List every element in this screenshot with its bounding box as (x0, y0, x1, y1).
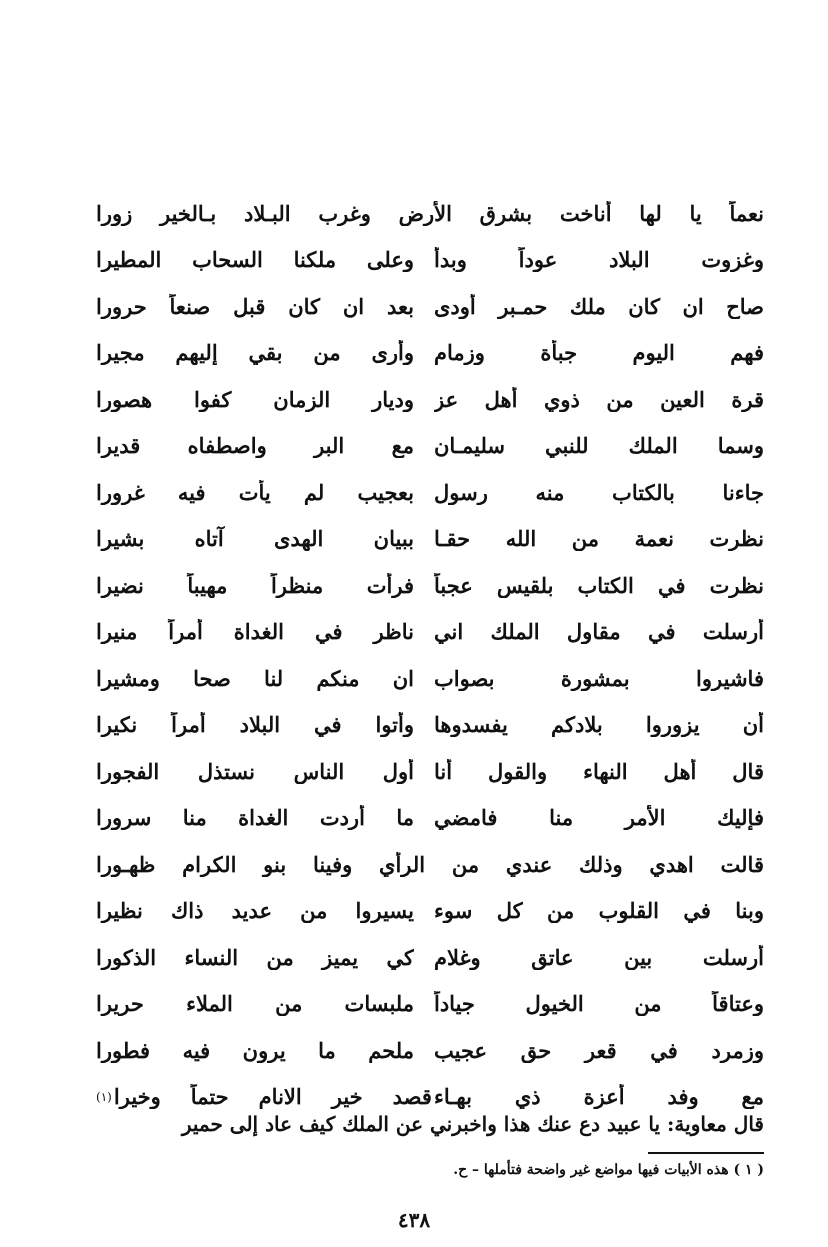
verse-second-hemistich: ما أردت الغداة منا سرورا (96, 805, 414, 831)
verse-line (96, 237, 764, 284)
verse-first-hemistich: نعماً يا لها أناخت بشرق الأرض وغرب البـلاد بـالخير زورا (96, 200, 764, 226)
verse-second-hemistich: ملحم ما يرون فيه فطورا (96, 1037, 414, 1063)
verse-first-hemistich: وزمرد في قعر حق عجيب (434, 1037, 764, 1063)
verse-second-hemistich: وعلى ملكنا السحاب المطيرا (96, 247, 414, 273)
verse-line (96, 190, 764, 237)
verse-line (96, 655, 764, 702)
verse-line (96, 469, 764, 516)
verse-first-hemistich: صاح ان كان ملك حمـبر أودى (434, 293, 764, 319)
verse-line (96, 283, 764, 330)
verse-line (96, 609, 764, 656)
verse-first-hemistich: فهم اليوم جبأة وزمام (434, 340, 764, 366)
verse-line (96, 330, 764, 377)
verse-first-hemistich: نظرت نعمة من الله حقـا (434, 526, 764, 552)
verse-second-hemistich: أول الناس نستذل الفجورا (96, 758, 414, 784)
verse-second-hemistich: ملبسات من الملاء حريرا (96, 991, 414, 1017)
verse-line (96, 748, 764, 795)
verse-first-hemistich: قالت اهدي وذلك عندي من الرأي وفينا بنو الكرام ظهـورا (96, 851, 764, 877)
verse-first-hemistich: وبنا في القلوب من كل سوء (434, 898, 764, 924)
verse-second-hemistich: بعجيب لم يأت فيه غرورا (96, 479, 414, 505)
verse-line (96, 376, 764, 423)
verse-second-hemistich: يسيروا من عديد ذاك نظيرا (96, 898, 414, 924)
verse-first-hemistich: مع وفد أعزة ذي بهـاء (434, 1084, 764, 1110)
prose-line: قال معاوية: يا عبيد دع عنك هذا واخبرني عن الملك كيف عاد إلى حمير (181, 1112, 764, 1136)
verse-first-hemistich: قرة العين من ذوي أهل عز (434, 386, 764, 412)
verse-first-hemistich: جاءنا بالكتاب منه رسول (434, 479, 764, 505)
verse-line (96, 516, 764, 563)
footnote-marker: (١) (96, 1089, 112, 1104)
verse-second-hemistich: مع البر واصطفاه قديرا (96, 433, 414, 459)
verse-second-hemistich: وديار الزمان كفوا هصورا (96, 386, 414, 412)
verse-second-hemistich: بعد ان كان قبل صنعاً حرورا (96, 293, 414, 319)
verse-first-hemistich: فإليك الأمر منا فامضي (434, 805, 764, 831)
verse-second-hemistich: ناظر في الغداة أمراً منيرا (96, 619, 414, 645)
footnote: ( ١ ) هذه الأبيات فيها مواضع غير واضحة فتأملها – ح. (453, 1162, 764, 1178)
verse-second-hemistich: كي يميز من النساء الذكورا (96, 944, 414, 970)
verse-line (96, 562, 764, 609)
verse-second-hemistich: وأتوا في البلاد أمراً نكيرا (96, 712, 414, 738)
footnote-rule (648, 1152, 764, 1154)
verse-first-hemistich: وغزوت البلاد عوداً وبدأً (434, 247, 764, 273)
verse-first-hemistich: قال أهل النهاء والقول أنا (434, 758, 764, 784)
poem (96, 190, 764, 1120)
verse-first-hemistich: وعتاقاً من الخيول جياداً (434, 991, 764, 1017)
verse-first-hemistich: نظرت في الكتاب بلقيس عجباً (434, 572, 764, 598)
verse-first-hemistich: فاشيروا بمشورة بصواب (434, 665, 764, 691)
verse-line (96, 934, 764, 981)
verse-line (96, 981, 764, 1028)
verse-line (96, 841, 764, 888)
verse-first-hemistich: أن يزوروا بلادكم يفسدوها (434, 712, 764, 738)
verse-line (96, 702, 764, 749)
verse-line (96, 423, 764, 470)
verse-line (96, 795, 764, 842)
verse-second-hemistich: وأرى من بقي إليهم مجيرا (96, 340, 414, 366)
verse-first-hemistich: أرسلت بين عاتق وغلام (434, 944, 764, 970)
verse-first-hemistich: وسما الملك للنبي سليمـان (434, 433, 764, 459)
verse-line (96, 1027, 764, 1074)
verse-line (96, 888, 764, 935)
page-number: ٤٣٨ (397, 1208, 431, 1232)
verse-second-hemistich: ان منكم لنا صحا ومشيرا (96, 665, 414, 691)
verse-first-hemistich: أرسلت في مقاول الملك اني (434, 619, 764, 645)
verse-second-hemistich: قصد خير الانام حتماً وخيرا (113, 1084, 432, 1110)
verse-second-hemistich: ببيان الهدى آتاه بشيرا (96, 526, 414, 552)
verse-second-hemistich: فرأت منظراً مهيباً نضيرا (96, 572, 414, 598)
